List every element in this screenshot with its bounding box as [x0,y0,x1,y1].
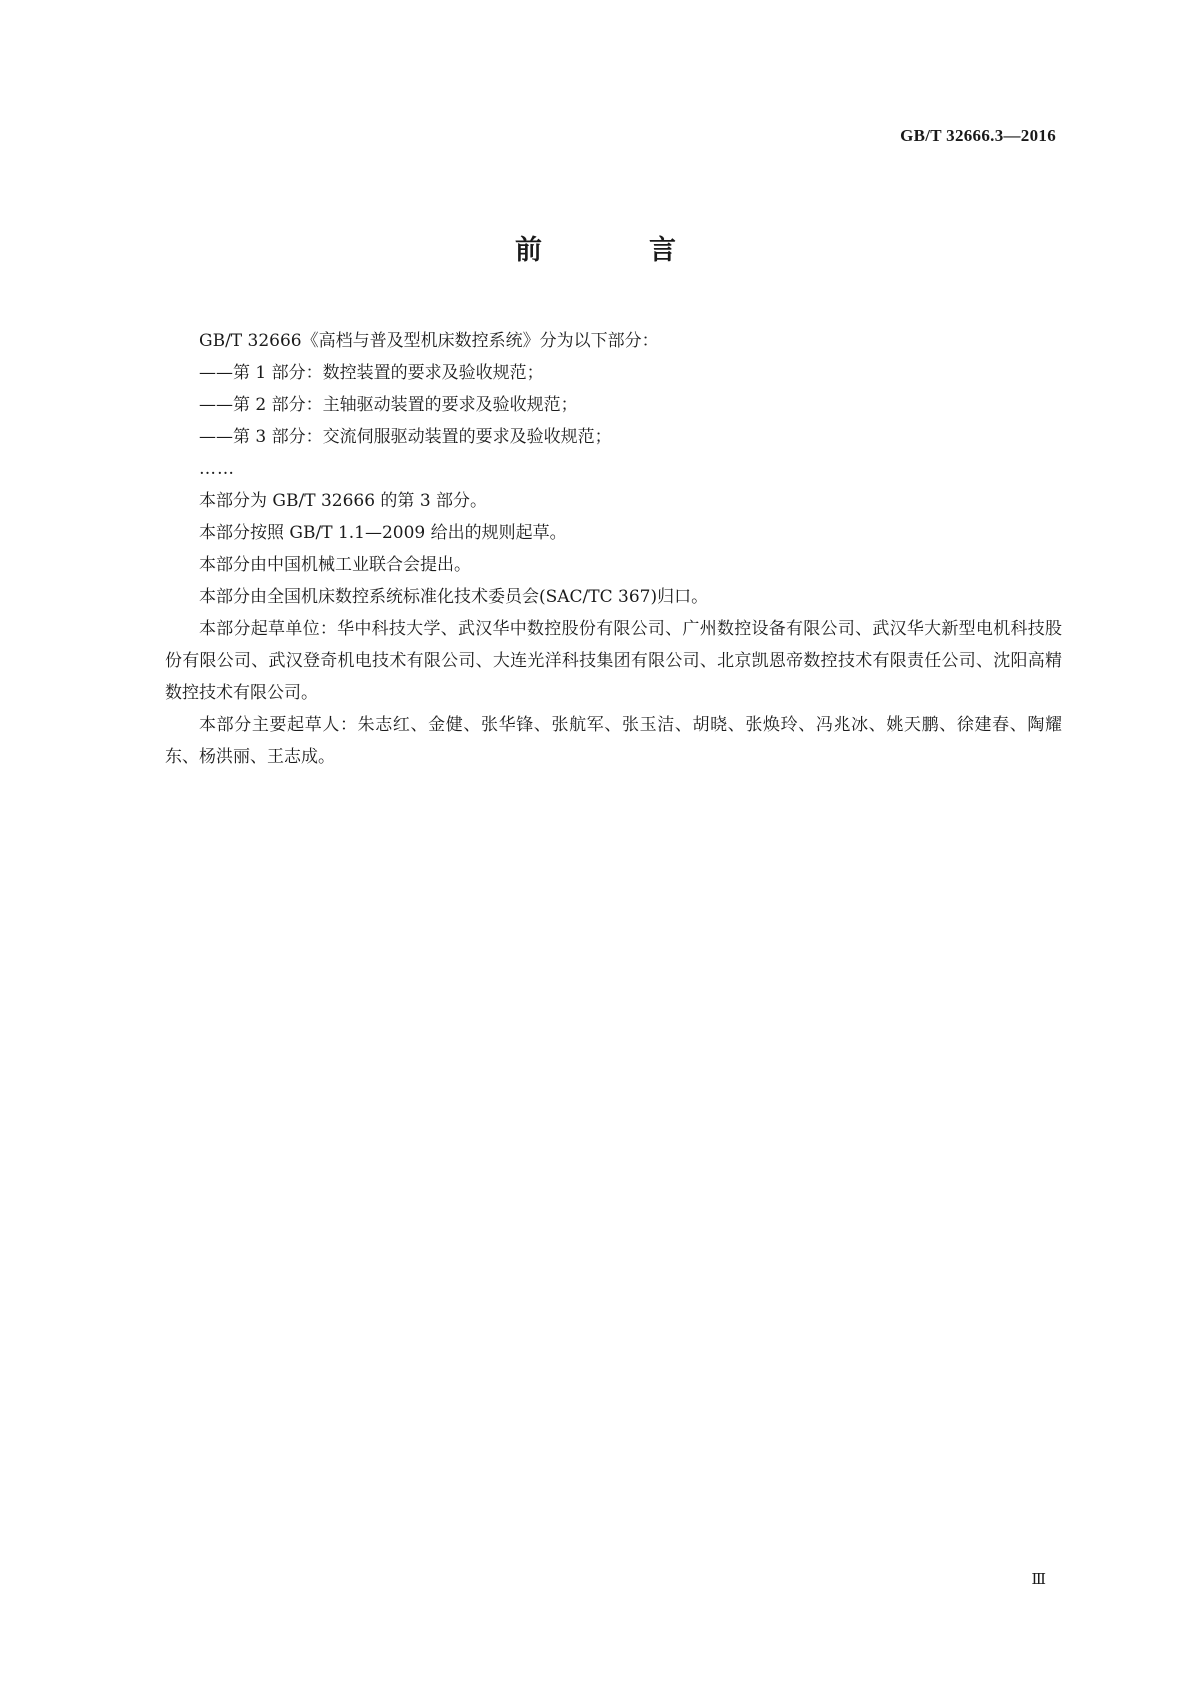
part-list-item: ——第 2 部分：主轴驱动装置的要求及验收规范； [199,395,578,415]
paragraph: 本部分为 GB/T 32666 的第 3 部分。 [199,491,488,511]
page-title: 前 言 [515,235,716,266]
part-list-item: ——第 1 部分：数控装置的要求及验收规范； [199,363,544,383]
drafters-paragraph: 本部分主要起草人：朱志红、金健、张华锋、张航军、张玉洁、胡晓、张焕玲、冯兆冰、姚天鹏、徐建春、陶耀东、杨洪丽、王志成。 [165,715,1062,767]
paragraph: 本部分由中国机械工业联合会提出。 [199,555,471,575]
paragraph: 本部分按照 GB/T 1.1—2009 给出的规则起草。 [199,523,567,543]
ellipsis: …… [199,459,235,479]
standard-number: GB/T 32666.3—2016 [900,126,1056,145]
foreword-body [165,325,1062,773]
page-number: Ⅲ [1031,1572,1045,1588]
drafting-units-paragraph: 本部分起草单位：华中科技大学、武汉华中数控股份有限公司、广州数控设备有限公司、武汉华大新型电机科技股份有限公司、武汉登奇机电技术有限公司、大连光洋科技集团有限公司、北京凯恩帝数控技术有限责任公司、沈阳高精数控技术有限公司。 [165,619,1062,703]
paragraph: 本部分由全国机床数控系统标准化技术委员会(SAC/TC 367)归口。 [199,587,709,607]
part-list-item: ——第 3 部分：交流伺服驱动装置的要求及验收规范； [199,427,612,447]
intro-paragraph: GB/T 32666《高档与普及型机床数控系统》分为以下部分： [199,331,659,351]
